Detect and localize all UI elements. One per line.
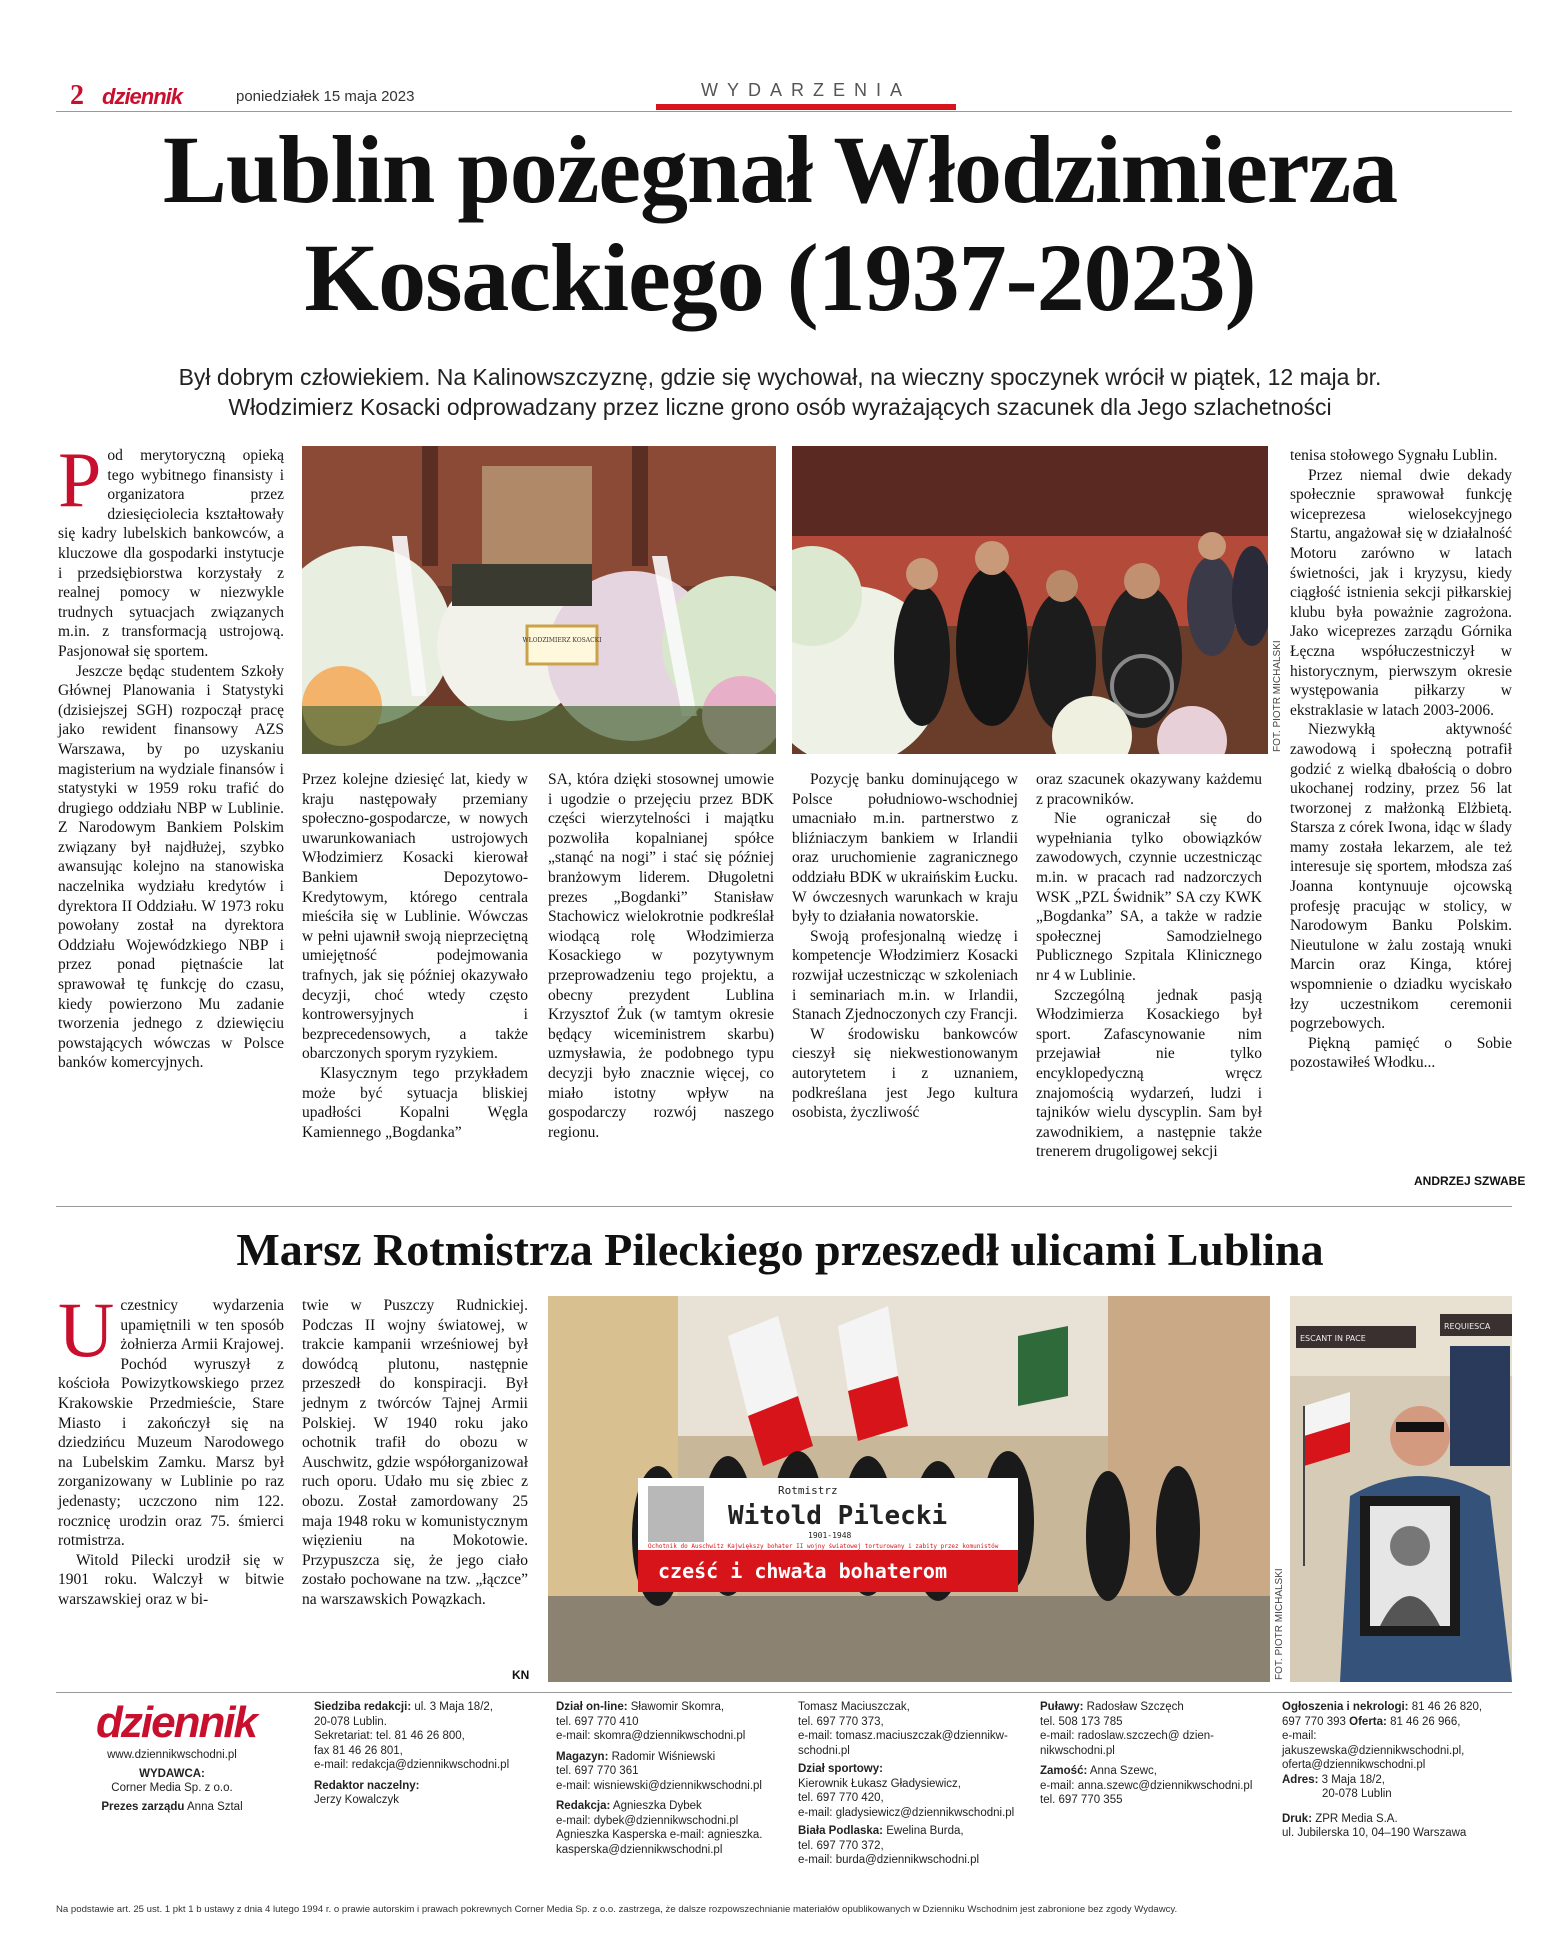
legal-notice: Na podstawie art. 25 ust. 1 pkt 1 b ustawy z dnia 4 lutego 1994 r. o prawie autorskim i prawach pokrewnych Corner Media Sp. z o.o. zastrzega, że dalsze rozpowszechnianie materiałów opublikowanych w Dzienniku Wschodnim jest zabronione bez zgody Wydawcy. <box>56 1904 1178 1915</box>
seat-label: Siedziba redakcji: <box>314 1701 412 1713</box>
pulawy-email-cont: nikwschodni.pl <box>1040 1744 1115 1757</box>
lead-line-1: Był dobrym człowiekiem. Na Kalinowszczyznę, gdzie się wychował, na wieczny spoczynek wrócił w piątek, 12 maja br. <box>178 364 1382 390</box>
paragraph: W środowisku bankowców cieszył się niekwestionowanym autorytetem i z uznaniem, podkreślana jest Jego kultura osobista, życzliwość <box>792 1025 1018 1122</box>
offer-label: Oferta: <box>1349 1715 1387 1728</box>
paragraph: SA, która dzięki stosownej umowie i ugodzie o przejęciu przez BDK części wierzytelności i majątku pozwoliła kopalnianej spółce „stanąć na nogi” i stać się później branżowym liderem. Długoletni prezes „Bogdanki” Stanisław Stachowicz wielokrotnie podkreślał wiodącą rolę Włodzimierza Kosackiego w pozytywnym przeprowadzeniu tego projektu, a obecny prezydent Lublina Krzysztof Żuk (w tamtym okresie będący wiceministrem skarbu) uzmysławia, że podobnego typu decyzji było znacznie więcej, co miało istotny wpływ na gospodarczy rozwój naszego regionu. <box>548 771 774 1141</box>
banner-subtitle-text: Ochotnik do Auschwitz Kajwiększy bohater II wojny światowej torturowany i zabity przez komunistów <box>648 1543 999 1550</box>
biala-phone: tel. 697 770 372, <box>798 1839 884 1852</box>
zamosc-email[interactable]: e-mail: anna.szewc@dziennikwschodni.pl <box>1040 1779 1253 1792</box>
online-label: Dział on-line: <box>556 1701 628 1713</box>
footer-col-sport <box>798 1700 1024 1868</box>
online-phone: tel. 697 770 410 <box>556 1715 639 1728</box>
banner-name-text: Witold Pilecki <box>728 1501 948 1531</box>
sport-phone: tel. 697 770 420, <box>798 1792 884 1804</box>
sport-head: Kierownik Łukasz Gładysiewicz, <box>798 1777 961 1790</box>
mourners-photo <box>792 446 1268 754</box>
zamosc-phone: tel. 697 770 355 <box>1040 1794 1123 1806</box>
online-name: Sławomir Skomra, <box>630 1701 725 1713</box>
footer-col-online <box>556 1700 782 1857</box>
paragraph: Piękną pamięć o Sobie pozostawiłeś Włodku... <box>1290 1034 1512 1072</box>
paragraph: od merytoryczną opieką tego wybitnego finansisty i organizatora przez dziesięciolecia kształtowały się kadry lubelskich bankowców, a kluczowe dla gospodarki instytucje i przedsiębiorstwa korzystały z realnej pomocy w niezwykle trudnych sytuacjach związanych m.in. z transformacją ustrojową. Pasjonował się sportem. <box>58 447 284 660</box>
newsroom-name-2: Agnieszka Kasperska e-mail: agnieszka. <box>556 1829 763 1841</box>
paragraph: Przez kolejne dziesięć lat, kiedy w kraju następowały przemiany społeczno-gospodarcze, w nowych uwarunkowaniach ustrojowych Włodzimierz Kosacki kierował Bankiem Depozytowo-Kredytowym, którego centrala mieściła się w Lublinie. Wówczas w pełni ujawnił swoją nieprzeciętną umiejętność podejmowania trafnych, jak się później okazywało decyzji, choć wtedy często kontrowersyjnych i bezprecedensowych, a także obarczonych sporym ryzykiem. <box>302 771 528 1063</box>
print-label: Druk: <box>1282 1812 1313 1825</box>
author-signature: ANDRZEJ SZWABE <box>1414 1174 1526 1188</box>
section-name: WYDARZENIA <box>700 80 911 100</box>
biala-name: Ewelina Burda, <box>886 1825 964 1837</box>
newsroom-email[interactable]: e-mail: dybek@dziennikwschodni.pl <box>556 1814 739 1827</box>
photo-credit: FOT. PIOTR MICHALSKI <box>1274 1568 1285 1680</box>
masthead <box>56 80 1512 112</box>
paragraph: czestnicy wydarzenia upamiętnili w ten sposób żołnierza Armii Krajowej. Pochód wyruszył z kościoła Powizytkowskiego przez Krakowskie Przedmieście, Stare Miasto i zakończył się na dziedzińcu Muzeum Narodowego na Lubelskim Zamku. Marsz był zorganizowany w Lublinie po raz jedenasty; uczczono nim 122. rocznicę urodzin oraz 75. śmierci rotmistrza. <box>58 1297 284 1550</box>
paragraph: Pozycję banku dominującego w Polsce południowo-wschodniej umacniało m.in. partnerstwo z bliźniaczym bankiem w Irlandii oraz uruchomienie zagranicznego oddziału BDK w ukraińskim Łucku. W ówczesnych warunkach w kraju były to działania nowatorskie. <box>792 771 1019 926</box>
headline-line-1: Lublin pożegnał Włodzimierza <box>162 116 1398 223</box>
seat-address: ul. 3 Maja 18/2, <box>414 1701 493 1713</box>
article1-col-5 <box>1036 770 1262 1162</box>
newsroom-email-2[interactable]: kasperska@dziennikwschodni.pl <box>556 1843 723 1856</box>
address-label: Adres: <box>1282 1773 1319 1786</box>
issue-date: poniedziałek 15 maja 2023 <box>236 88 415 105</box>
paragraph: Niezwykłą aktywność zawodową i społeczną potrafił godzić z wielką dbałością o dobro ukochanej rodziny, przez 56 lat tworzonej z małżonką Elżbietą. Starsza z córek Iwona, idąc w ślady mamy została lekarzem, ale też interesuje się sportem, młodsza zaś Joanna kontynuuje ojcowską profesję pracując w stolicy, w Narodowym Banku Polskim. Nieutulone w żalu zostają wnuki Marcin oraz Kinga, której wspomnienie o dziadku wyciskało łzy uczestnikom ceremonii pogrzebowych. <box>1290 721 1512 1033</box>
sign-text-1: ESCANT IN PACE <box>1300 1334 1366 1343</box>
drop-cap: U <box>58 1286 115 1373</box>
portrait-holder-photo <box>1290 1296 1512 1682</box>
editorial-email[interactable]: e-mail: redakcja@dziennikwschodni.pl <box>314 1759 510 1771</box>
mourners-illustration <box>792 446 1268 754</box>
footer-col-editorial <box>314 1700 540 1808</box>
page-number: 2 <box>70 80 84 111</box>
publisher-block <box>66 1748 278 1814</box>
contact-name: Tomasz Maciuszczak, <box>798 1701 910 1713</box>
paragraph: Nie ograniczał się do wypełniania tylko obowiązków zawodowych, czynnie uczestnicząc m.in. w pracach rad nadzorczych WSK „PZL Świdnik” SA czy KWK „Bogdanka” SA, a także w radzie społecznej Samodzielnego Publicznego Szpitala Klinicznego nr 4 w Lublinie. <box>1036 810 1262 984</box>
sport-label: Dział sportowy: <box>798 1763 883 1775</box>
editor-name: Jerzy Kowalczyk <box>314 1794 399 1806</box>
drop-cap: P <box>58 436 102 523</box>
address-city: 20-078 Lublin <box>1322 1788 1392 1800</box>
paragraph: Przez niemal dwie dekady społecznie sprawował funkcję wiceprezesa wielosekcyjnego Startu, angażował się w działalność Motoru zarówno w latach świetności, jak i kryzysu, kiedy ciągłość istnienia sekcji piłkarskiej klubu była poważnie zagrożona. Jako wiceprezes zarządu Górnika Łęczna współuczestniczył w historycznym, pierwszym okresie występowania piłkarzy w ekstraklasie w latach 2003-2006. <box>1290 466 1512 719</box>
fax: fax 81 46 26 801, <box>314 1744 403 1757</box>
magazine-label: Magazyn: <box>556 1750 609 1763</box>
printer-name: ZPR Media S.A. <box>1315 1812 1398 1825</box>
zamosc-label: Zamość: <box>1040 1765 1088 1777</box>
magazine-phone: tel. 697 770 361 <box>556 1765 639 1777</box>
newsroom-label: Redakcja: <box>556 1800 611 1812</box>
ads-email-label: e-mail: <box>1282 1730 1317 1742</box>
paragraph: Klasycznym tego przykładem może być sytuacja bliskiej upadłości Kopalni Węgla Kamiennego „Bogdanka” <box>302 1064 528 1141</box>
banner-top-text: Rotmistrz <box>778 1484 838 1497</box>
wreaths-illustration <box>302 446 776 754</box>
wreath-card-text: WŁODZIMIERZ KOSACKI <box>522 637 602 644</box>
sign-text-2: REQUIESCA <box>1444 1322 1491 1331</box>
sport-email[interactable]: e-mail: gladysiewicz@dziennikwschodni.pl <box>798 1806 1015 1819</box>
biala-label: Biała Podlaska: <box>798 1825 884 1837</box>
footer-col-ads <box>1282 1700 1512 1841</box>
article1-col-4 <box>792 770 1018 1123</box>
banner-slogan-text: cześć i chwała bohaterom <box>658 1559 947 1583</box>
article1-col-6 <box>1290 446 1512 1073</box>
ads-email[interactable]: jakuszewska@dziennikwschodni.pl, <box>1282 1744 1465 1757</box>
offer-phone: 81 46 26 966, <box>1390 1715 1461 1728</box>
pulawy-phone: tel. 508 173 785 <box>1040 1715 1123 1728</box>
headline-line-2: Kosackiego (1937-2023) <box>304 224 1256 331</box>
newsroom-name: Agnieszka Dybek <box>612 1800 702 1812</box>
pulawy-name: Radosław Szczęch <box>1086 1701 1184 1713</box>
newspaper-logo[interactable]: dziennik <box>96 1698 257 1747</box>
article1-headline <box>60 116 1500 332</box>
contact-email-cont: schodni.pl <box>798 1744 850 1757</box>
paragraph: tenisa stołowego Sygnału Lublin. <box>1290 447 1498 464</box>
article2-headline: Marsz Rotmistrza Pileckiego przeszedł ulicami Lublina <box>236 1224 1324 1275</box>
banner-years-text: 1901-1948 <box>808 1531 852 1540</box>
paragraph: Swoją profesjonalną wiedzę i kompetencje Włodzimierz Kosacki rozwijał uczestnicząc w szkoleniach i seminariach m.in. w Irlandii, Stanach Zjednoczonych czy Francji. <box>792 927 1018 1024</box>
online-email[interactable]: e-mail: skomra@dziennikwschodni.pl <box>556 1730 746 1742</box>
zamosc-name: Anna Szewc, <box>1089 1765 1157 1777</box>
pulawy-label: Puławy: <box>1040 1701 1084 1713</box>
article1-col-1 <box>58 436 284 1073</box>
footer-separator <box>56 1692 1512 1693</box>
newspaper-logo-small[interactable]: dziennik <box>102 84 183 109</box>
section-underline <box>656 104 956 110</box>
contact-phone: tel. 697 770 373, <box>798 1715 884 1728</box>
paragraph: Jeszcze będąc studentem Szkoły Głównej Planowania i Statystyki (dzisiejszej SGH) rozpoczął pracę jako rewident finansowy AZS Warszawa, by po uzyskaniu magisterium na wydziale finansów i statystyki w 1959 roku trafić do drugiego oddziału NBP w Lublinie. Z Narodowym Bankiem Polskim związany był najdłużej, szybko awansując kolejno na stanowiska naczelnika wydziału kredytów i dyrektora II Oddziału. W 1973 roku powołany został na dyrektora Oddziału Wojewódzkiego NBP i przez ponad piętnaście lat sprawował tę funkcję do czasu, kiedy powierzono Mu zadanie tworzenia jednego z dziewięciu powstających wówczas w Polsce banków komercyjnych. <box>58 662 284 1072</box>
lead-line-2: Włodzimierz Kosacki odprowadzany przez liczne grono osób wyrażających szacunek dla Jego szlachetności <box>228 394 1332 420</box>
article1-col-2 <box>302 770 528 1142</box>
offer-email[interactable]: oferta@dziennikwschodni.pl <box>1282 1759 1426 1771</box>
magazine-email[interactable]: e-mail: wisniewski@dziennikwschodni.pl <box>556 1779 762 1792</box>
article2-col-2 <box>302 1296 528 1610</box>
article1-col-3 <box>548 770 774 1142</box>
publisher-label: WYDAWCA: <box>139 1767 205 1780</box>
contact-email[interactable]: e-mail: tomasz.maciuszczak@dziennikw- <box>798 1730 1008 1742</box>
portrait-illustration <box>1290 1296 1512 1682</box>
biala-email[interactable]: e-mail: burda@dziennikwschodni.pl <box>798 1854 980 1866</box>
seat-city: 20-078 Lublin. <box>314 1715 387 1728</box>
photo-credit: FOT. PIOTR MICHALSKI <box>1272 640 1283 752</box>
footer-col-regions <box>1040 1700 1270 1808</box>
paragraph: oraz szacunek okazywany każdemu z pracowników. <box>1036 771 1262 808</box>
publisher-name: Corner Media Sp. z o.o. <box>111 1782 233 1794</box>
march-illustration <box>548 1296 1270 1682</box>
funeral-wreaths-photo <box>302 446 776 754</box>
board-name: Anna Sztal <box>187 1800 243 1813</box>
pulawy-email[interactable]: e-mail: radoslaw.szczech@ dzien- <box>1040 1730 1215 1742</box>
paragraph: twie w Puszczy Rudnickiej. Podczas II wojny światowej, w trakcie kampanii wrześniowej był dowódcą plutonu, następnie przeszedł do konspiracji. Był jednym z twórców Tajnej Armii Polskiej. W 1940 roku jako ochotnik trafił do obozu w Auschwitz, gdzie współorganizował ruch oporu. Udało mu się zbiec z obozu. Został zamordowany 25 maja 1948 roku w komunistycznym więzieniu na Mokotowie. Przypuszcza się, że jego ciało zostało pochowane na tzw. „łączce” na warszawskich Powązkach. <box>302 1297 528 1608</box>
author-signature: KN <box>512 1668 530 1682</box>
magazine-name: Radomir Wiśniewski <box>611 1750 716 1763</box>
ads-label: Ogłoszenia i nekrologi: <box>1282 1701 1409 1713</box>
paragraph: Szczególną jednak pasją Włodzimierza Kosackiego był sport. Zafascynowanie nim przejawiał nie tylko encyklopedyczną wręcz znajomością wydarzeń, ludzi i tajników wielu dyscyplin. Sam był zawodnikiem, a następnie także trenerem drugoligowej sekcji <box>1036 986 1262 1161</box>
board-label: Prezes zarządu <box>101 1800 185 1813</box>
article-separator <box>56 1206 1512 1207</box>
editor-label: Redaktor naczelny: <box>314 1779 420 1792</box>
article2-col-1 <box>58 1286 284 1610</box>
march-photo <box>548 1296 1270 1682</box>
website-link[interactable]: www.dziennikwschodni.pl <box>107 1749 237 1761</box>
secretariat-phone: Sekretariat: tel. 81 46 26 800, <box>314 1730 465 1742</box>
article1-lead <box>60 362 1500 422</box>
address: 3 Maja 18/2, <box>1321 1773 1385 1786</box>
printer-address: ul. Jubilerska 10, 04–190 Warszawa <box>1282 1827 1467 1839</box>
paragraph: Witold Pilecki urodził się w 1901 roku. Walczył w bitwie warszawskiej oraz w bi- <box>58 1551 284 1608</box>
ads-phone-2: 697 770 393 <box>1282 1715 1346 1728</box>
ads-phone: 81 46 26 820, <box>1411 1701 1483 1713</box>
